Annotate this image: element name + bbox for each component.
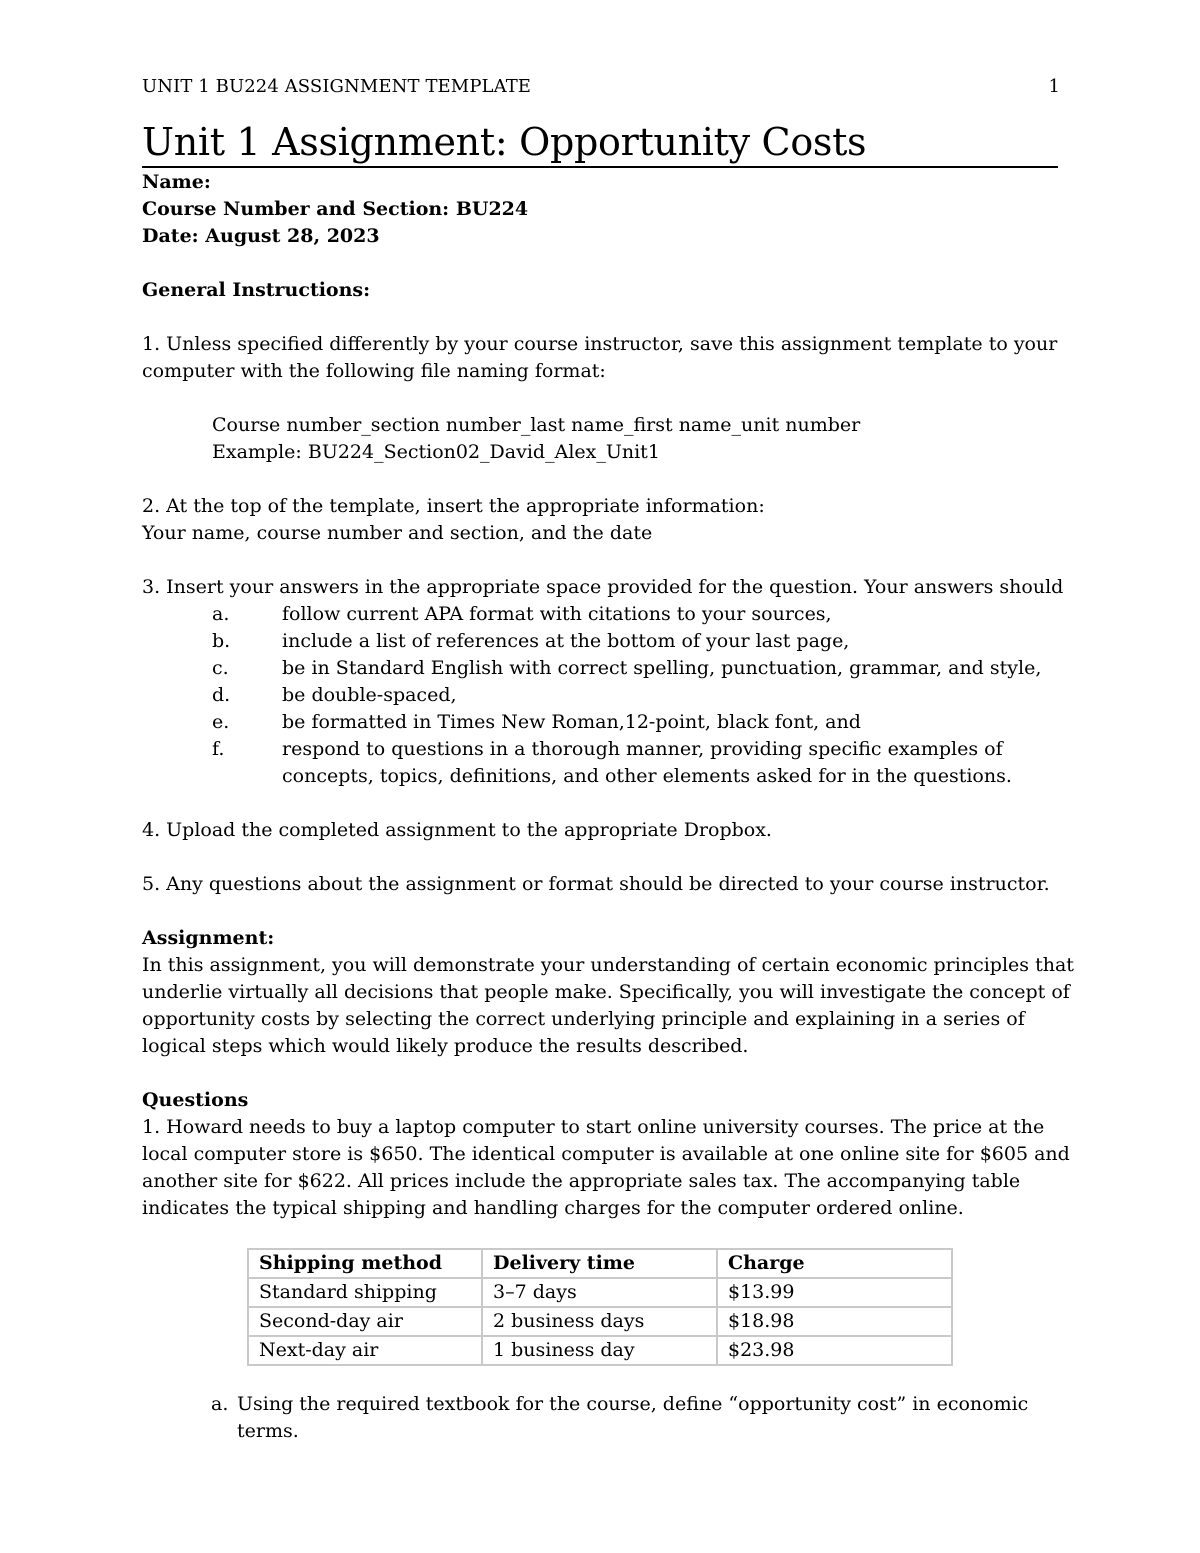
- question-1-line: indicates the typical shipping and handling charges for the computer ordered online.: [142, 1197, 964, 1219]
- table-row: [248, 1307, 952, 1336]
- sub-item-letter: e.: [212, 711, 230, 733]
- instruction-4: 4. Upload the completed assignment to the appropriate Dropbox.: [142, 819, 772, 841]
- table-cell: Next-day air: [248, 1336, 482, 1365]
- page-number: 1: [1048, 76, 1060, 97]
- shipping-table: [247, 1248, 953, 1366]
- document-title: Unit 1 Assignment: Opportunity Costs: [142, 118, 1058, 168]
- table-row: [248, 1336, 952, 1365]
- sub-item-letter: a.: [212, 603, 230, 625]
- instruction-1-line-2: computer with the following file naming format:: [142, 360, 606, 382]
- assignment-line: underlie virtually all decisions that people make. Specifically, you will investigate the concept of: [142, 981, 1070, 1003]
- sub-item-c: [142, 655, 1062, 682]
- table-cell: 2 business days: [482, 1307, 717, 1336]
- assignment-line: logical steps which would likely produce the results described.: [142, 1035, 749, 1057]
- instruction-1-line-1: 1. Unless specified differently by your course instructor, save this assignment template to your: [142, 333, 1058, 355]
- sub-item-text: be in Standard English with correct spelling, punctuation, grammar, and style,: [282, 657, 1042, 679]
- sub-item-letter: c.: [212, 657, 229, 679]
- file-example-line: Example: BU224_Section02_David_Alex_Unit1: [212, 441, 660, 463]
- running-head: UNIT 1 BU224 ASSIGNMENT TEMPLATE: [142, 76, 532, 97]
- question-1-line: 1. Howard needs to buy a laptop computer to start online university courses. The price at the: [142, 1116, 1045, 1138]
- question-1a-line-2: terms.: [237, 1420, 299, 1442]
- sub-item-text: respond to questions in a thorough manner, providing specific examples of: [282, 738, 1003, 760]
- table-cell: 1 business day: [482, 1336, 717, 1365]
- assignment-line: In this assignment, you will demonstrate your understanding of certain economic principles that: [142, 954, 1074, 976]
- sub-item-b: [142, 628, 1062, 655]
- sub-item-f-continuation: concepts, topics, definitions, and other elements asked for in the questions.: [282, 765, 1012, 787]
- assignment-heading: Assignment:: [142, 927, 275, 949]
- table-cell: Second-day air: [248, 1307, 482, 1336]
- instruction-2-line-2: Your name, course number and section, and the date: [142, 522, 653, 544]
- table-cell: $23.98: [717, 1336, 952, 1365]
- sub-item-text: include a list of references at the bottom of your last page,: [282, 630, 850, 652]
- questions-heading: Questions: [142, 1089, 249, 1111]
- sub-item-letter: b.: [212, 630, 231, 652]
- instruction-3-line-1: 3. Insert your answers in the appropriate space provided for the question. Your answers should: [142, 576, 1064, 598]
- sub-item-d: [142, 682, 1062, 709]
- column-header-delivery-time: Delivery time: [482, 1249, 717, 1278]
- column-header-shipping-method: Shipping method: [248, 1249, 482, 1278]
- page-header: [142, 75, 1060, 99]
- sub-item-text: be double-spaced,: [282, 684, 457, 706]
- question-1a: [211, 1391, 1031, 1445]
- question-1-line: local computer store is $650. The identical computer is available at one online site for $605 and: [142, 1143, 1070, 1165]
- question-1a-text: [237, 1391, 1031, 1445]
- table-cell: $18.98: [717, 1307, 952, 1336]
- course-field: Course Number and Section: BU224: [142, 198, 529, 220]
- sub-item-text: be formatted in Times New Roman,12-point, black font, and: [282, 711, 861, 733]
- sub-item-a: [142, 601, 1062, 628]
- instruction-5: 5. Any questions about the assignment or format should be directed to your course instructor.: [142, 873, 1050, 895]
- question-1a-letter: a.: [211, 1393, 229, 1415]
- assignment-line: opportunity costs by selecting the correct underlying principle and explaining in a series of: [142, 1008, 1025, 1030]
- question-1-line: another site for $622. All prices include the appropriate sales tax. The accompanying table: [142, 1170, 1021, 1192]
- sub-item-letter: f.: [212, 738, 225, 760]
- date-field: Date: August 28, 2023: [142, 225, 380, 247]
- table-cell: $13.99: [717, 1278, 952, 1307]
- sub-item-letter: d.: [212, 684, 231, 706]
- instruction-2-line-1: 2. At the top of the template, insert the appropriate information:: [142, 495, 765, 517]
- column-header-charge: Charge: [717, 1249, 952, 1278]
- table-row: [248, 1278, 952, 1307]
- sub-item-text: follow current APA format with citations to your sources,: [282, 603, 832, 625]
- general-instructions-heading: General Instructions:: [142, 279, 371, 301]
- table-header-row: [248, 1249, 952, 1278]
- sub-item-e: [142, 709, 1062, 736]
- question-1a-line-1: Using the required textbook for the course, define “opportunity cost” in economic: [237, 1393, 1029, 1415]
- sub-item-f: [142, 736, 1062, 763]
- table-cell: Standard shipping: [248, 1278, 482, 1307]
- document-body: [142, 169, 1074, 1222]
- name-field: Name:: [142, 171, 211, 193]
- file-format-line: Course number_section number_last name_first name_unit number: [212, 414, 861, 436]
- table-cell: 3–7 days: [482, 1278, 717, 1307]
